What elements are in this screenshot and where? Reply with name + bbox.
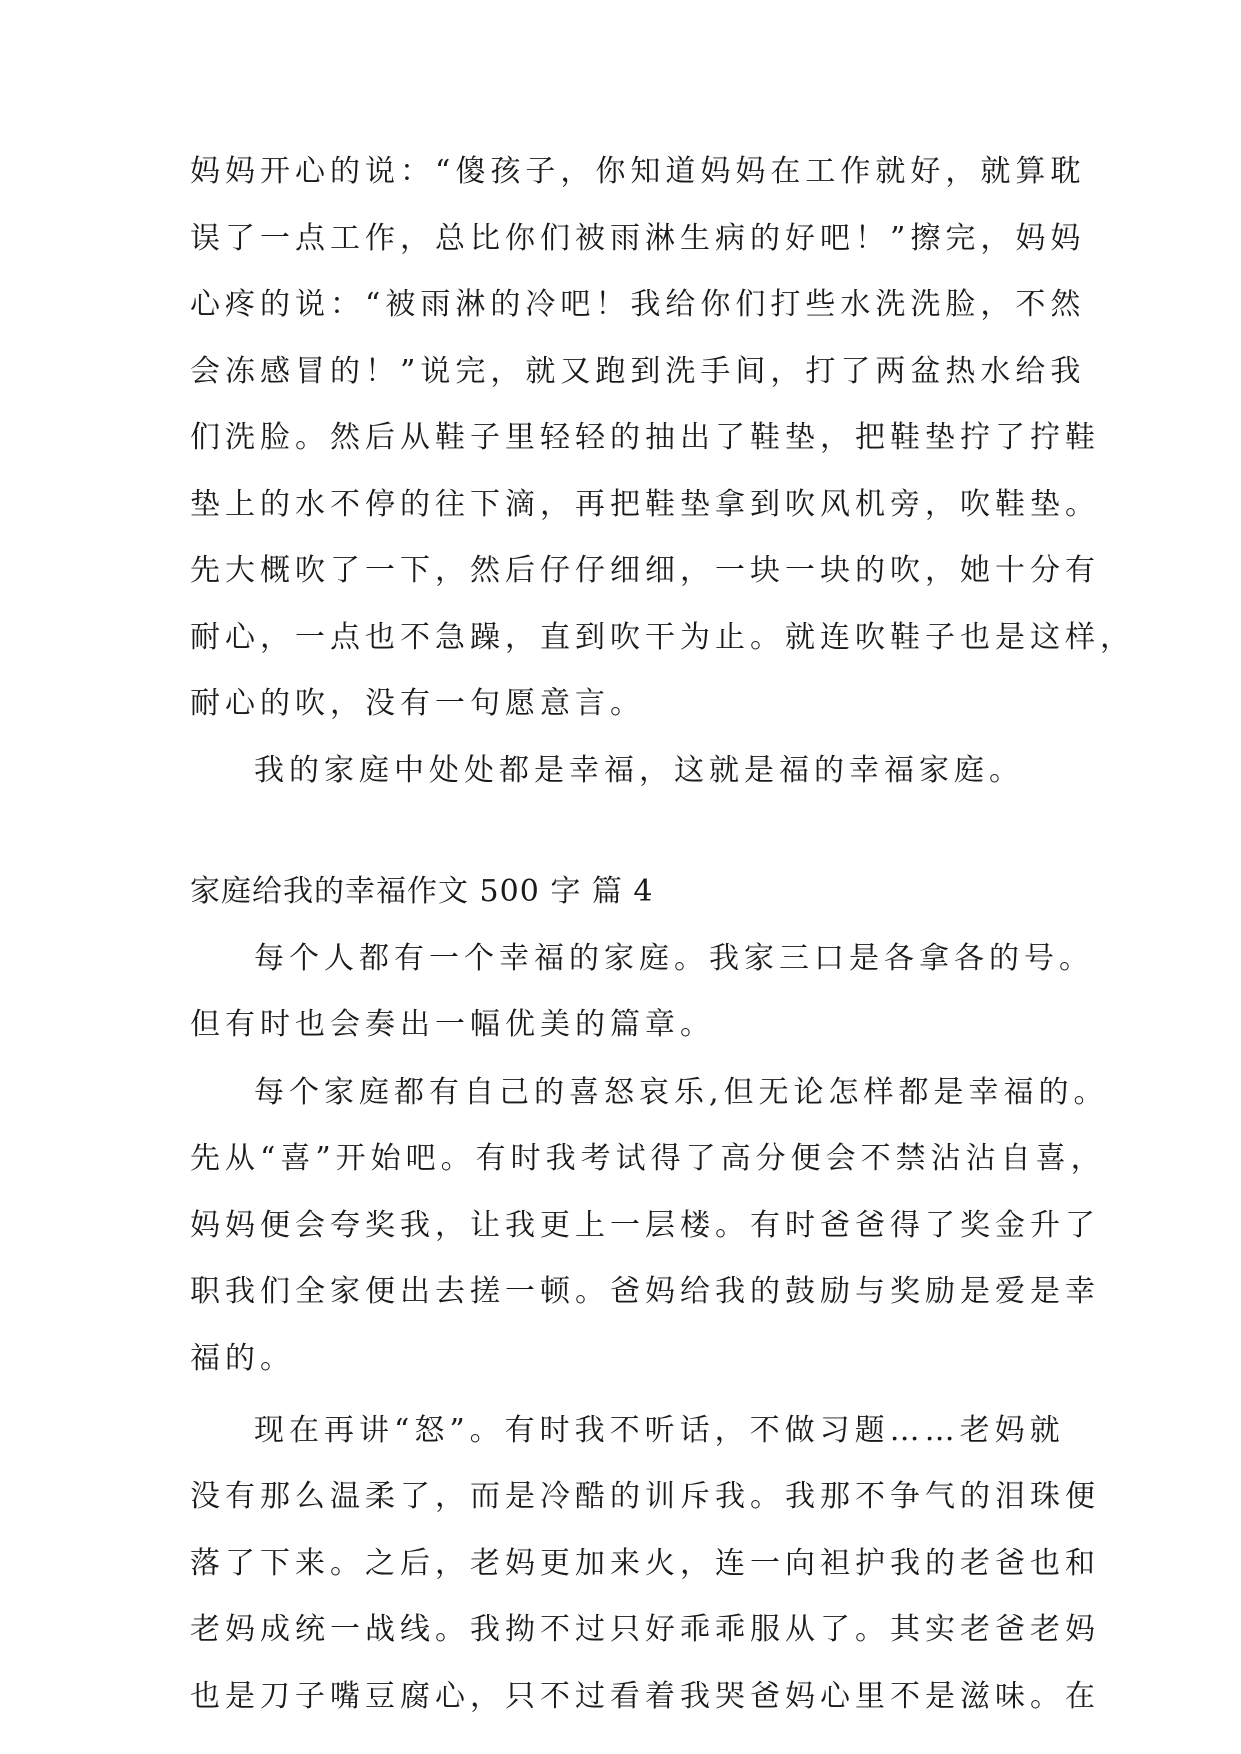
text-line: 妈妈开心的说：“傻孩子，你知道妈妈在工作就好，就算耽 (190, 154, 1086, 189)
text-line: 会冻感冒的！”说完，就又跑到洗手间，打了两盆热水给我 (190, 354, 1086, 389)
text-line: 心疼的说：“被雨淋的冷吧！我给你们打些水洗洗脸，不然 (190, 287, 1086, 322)
text-line: 我的家庭中处处都是幸福，这就是福的幸福家庭。 (254, 753, 1024, 788)
section-heading: 家庭给我的幸福作文 500 字 篇 4 (190, 874, 654, 909)
text-line: 们洗脸。然后从鞋子里轻轻的抽出了鞋垫，把鞋垫拧了拧鞋 (190, 420, 1100, 455)
text-line: 先从“喜”开始吧。有时我考试得了高分便会不禁沾沾自喜， (190, 1141, 1106, 1176)
text-line: 落了下来。之后，老妈更加来火，连一向袒护我的老爸也和 (190, 1546, 1100, 1581)
text-line: 耐心的吹，没有一句愿意言。 (190, 686, 645, 721)
text-line: 每个人都有一个幸福的家庭。我家三口是各拿各的号。 (254, 941, 1094, 976)
text-line: 妈妈便会夸奖我，让我更上一层楼。有时爸爸得了奖金升了 (190, 1208, 1100, 1243)
text-line: 职我们全家便出去搓一顿。爸妈给我的鼓励与奖励是爱是幸 (190, 1274, 1100, 1309)
text-line: 耐心，一点也不急躁，直到吹干为止。就连吹鞋子也是这样， (190, 620, 1135, 655)
text-line: 误了一点工作，总比你们被雨淋生病的好吧！”擦完，妈妈 (190, 221, 1086, 256)
text-line: 现在再讲“怒”。有时我不听话，不做习题……老妈就 (254, 1413, 1065, 1448)
text-line: 先大概吹了一下，然后仔仔细细，一块一块的吹，她十分有 (190, 553, 1100, 588)
text-line: 福的。 (190, 1341, 295, 1376)
text-line: 老妈成统一战线。我拗不过只好乖乖服从了。其实老爸老妈 (190, 1612, 1100, 1647)
text-line: 也是刀子嘴豆腐心，只不过看着我哭爸妈心里不是滋味。在 (190, 1679, 1100, 1714)
text-line: 垫上的水不停的往下滴，再把鞋垫拿到吹风机旁，吹鞋垫。 (190, 487, 1100, 522)
text-line: 每个家庭都有自己的喜怒哀乐,但无论怎样都是幸福的。 (254, 1075, 1109, 1110)
text-line: 没有那么温柔了，而是冷酷的训斥我。我那不争气的泪珠便 (190, 1479, 1100, 1514)
text-line: 但有时也会奏出一幅优美的篇章。 (190, 1007, 715, 1042)
